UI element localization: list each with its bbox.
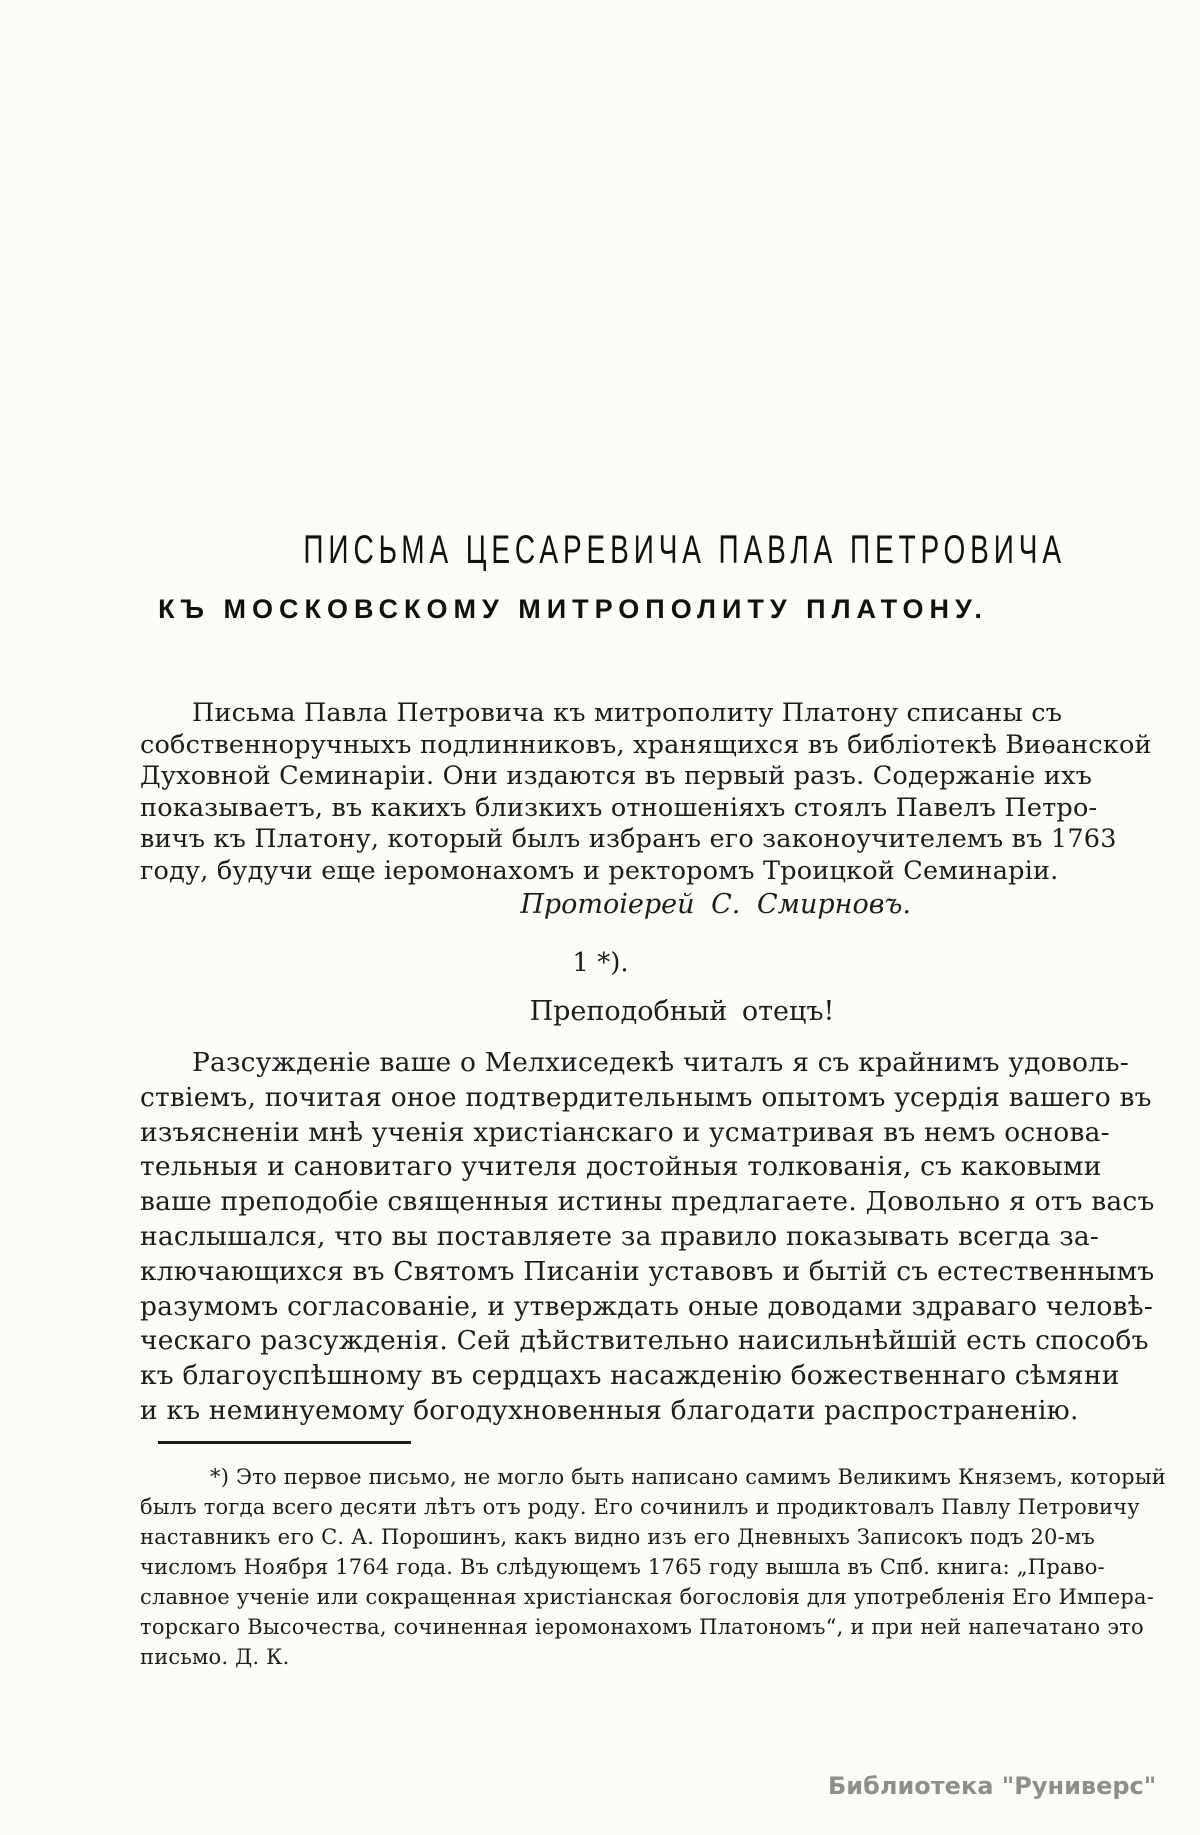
text-line: ваше преподобіе священныя истины предлагаете. Довольно я отъ васъ [140, 1186, 1155, 1218]
text-line: наставникъ его С. А. Порошинъ, какъ видно изъ его Дневныхъ Записокъ подъ 20-мъ [140, 1525, 1095, 1549]
text-line: торскаго Высочества, сочиненная іеромонахомъ Платономъ“, и при ней напечатано это [140, 1615, 1144, 1639]
text-line: собственноручныхъ подлинниковъ, хранящихся въ библіотекѣ Виѳанской [140, 729, 1152, 760]
text-line: Разсужденіе ваше о Мелхиседекѣ читалъ я съ крайнимъ удоволь- [192, 1047, 1129, 1078]
page-title-text: ПИСЬМА ЦЕСАРЕВИЧА ПАВЛА ПЕТРОВИЧА [303, 528, 1066, 572]
text-line: *) Это первое письмо, не могло быть написано самимъ Великимъ Княземъ, который [210, 1465, 1166, 1489]
text-line: тельныя и сановитаго учителя достойныя толкованія, съ каковыми [140, 1151, 1102, 1183]
letter-body-paragraph [140, 1046, 1155, 1429]
intro-paragraph [140, 698, 1152, 887]
text-line: году, будучи еще іеромонахомъ и ректоромъ Троицкой Семинаріи. [140, 855, 1059, 886]
text-line: показываетъ, въ какихъ близкихъ отношеніяхъ стоялъ Павелъ Петро- [140, 792, 1098, 823]
page-subtitle: КЪ МОСКОВСКОМУ МИТРОПОЛИТУ ПЛАТОНУ. [158, 594, 988, 624]
text-line: вичъ къ Платону, который былъ избранъ его законоучителемъ въ 1763 [140, 824, 1117, 854]
footnote-separator-rule [158, 1441, 411, 1444]
author-signature: Протоіерей С. Смирновъ. [520, 889, 911, 920]
text-line: славное ученіе или сокращенная христіанская богословія для употребленія Его Импера- [140, 1585, 1155, 1609]
text-line: былъ тогда всего десяти лѣтъ отъ роду. Его сочинилъ и продиктовалъ Павлу Петровичу [140, 1495, 1140, 1519]
text-line: ческаго разсужденія. Сей дѣйствительно наисильнѣйшій есть способъ [140, 1325, 1149, 1357]
text-line: Духовной Семинаріи. Они издаются въ первый разъ. Содержаніе ихъ [140, 761, 1093, 791]
salutation: Преподобный отецъ! [529, 996, 835, 1027]
text-line: разумомъ согласованіе, и утверждать оные доводами здраваго человѣ- [140, 1290, 1154, 1322]
letter-number-heading: 1 *). [572, 948, 629, 978]
text-line: ствіемъ, почитая оное подтвердительнымъ опытомъ усердія вашего въ [140, 1081, 1152, 1113]
text-line: изъясненіи мнѣ ученія христіанскаго и усматривая въ немъ основа- [140, 1116, 1110, 1148]
text-line: письмо. Д. К. [140, 1645, 290, 1669]
library-watermark: Библиотека "Руниверс" [828, 1772, 1157, 1800]
text-line: наслышался, что вы поставляете за правило показывать всегда за- [140, 1220, 1100, 1252]
text-line: Письма Павла Петровича къ митрополиту Платону списаны съ [192, 698, 1063, 728]
text-line: къ благоуспѣшному въ сердцахъ насажденію божественнаго сѣмяни [140, 1360, 1120, 1392]
text-line: и къ неминуемому богодухновенныя благодати распространенію. [140, 1394, 1079, 1426]
page-title [140, 528, 1066, 573]
text-line: числомъ Ноября 1764 года. Въ слѣдующемъ 1765 году вышла въ Спб. книга: „Право- [140, 1555, 1105, 1579]
text-line: ключающихся въ Святомъ Писаніи уставовъ и бытій съ естественнымъ [140, 1255, 1155, 1287]
footnote-paragraph [140, 1462, 1166, 1672]
